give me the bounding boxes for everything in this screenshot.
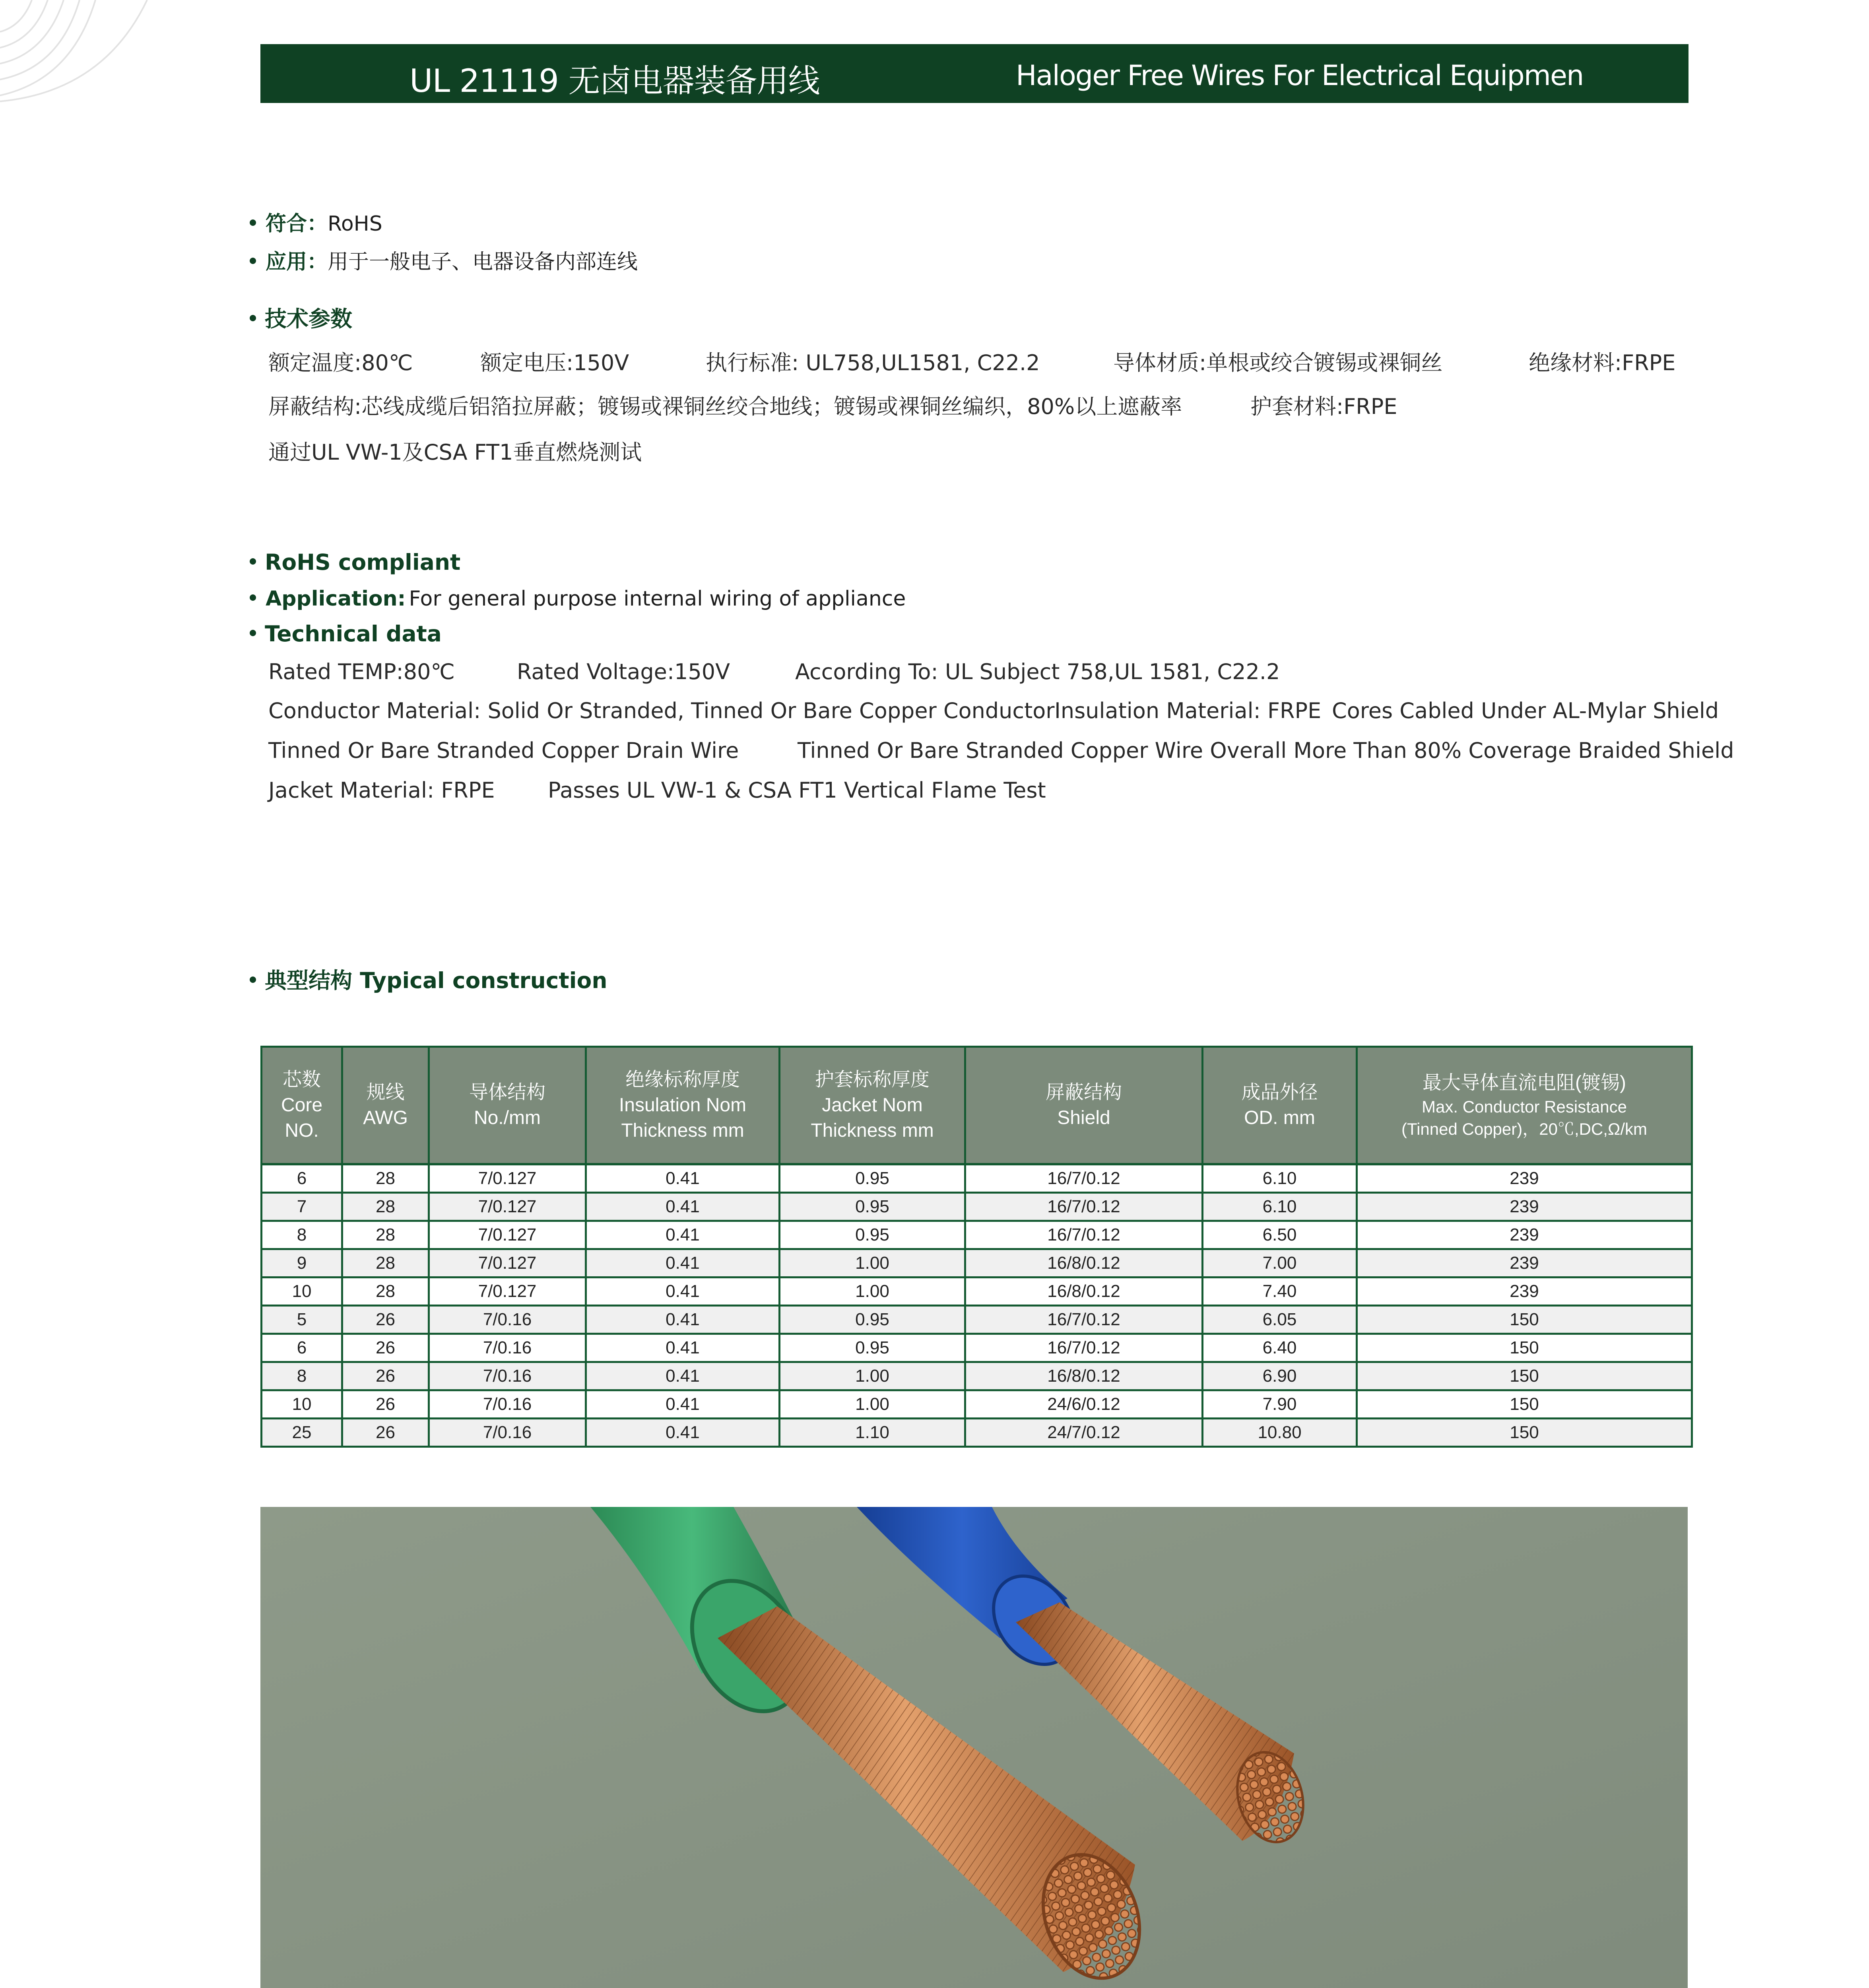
cell-awg: 26	[342, 1306, 429, 1334]
cell-jacket: 1.00	[780, 1249, 965, 1277]
cell-awg: 26	[342, 1362, 429, 1390]
cell-insulation: 0.41	[586, 1164, 780, 1193]
table-row	[262, 1419, 1692, 1447]
cell-resistance: 239	[1357, 1249, 1692, 1277]
cell-jacket: 1.00	[780, 1390, 965, 1419]
cell-jacket: 0.95	[780, 1164, 965, 1193]
col-header-awg: 规线 AWG	[342, 1047, 429, 1165]
cell-od: 6.10	[1203, 1193, 1357, 1221]
table-row	[262, 1249, 1692, 1277]
cell-resistance: 150	[1357, 1390, 1692, 1419]
cell-od: 6.05	[1203, 1306, 1357, 1334]
cn-tech-insulation: 绝缘材料:FRPE	[1529, 350, 1676, 375]
table-row	[262, 1306, 1692, 1334]
col-header-insulation: 绝缘标称厚度 Insulation Nom Thickness mm	[586, 1047, 780, 1165]
cell-insulation: 0.41	[586, 1390, 780, 1419]
cell-conductor: 7/0.127	[429, 1164, 586, 1193]
en-tech-conductor: Conductor Material: Solid Or Stranded, Tinned Or Bare Copper Conductor	[268, 698, 1055, 723]
cell-insulation: 0.41	[586, 1419, 780, 1447]
bullet-dot	[250, 630, 256, 636]
cell-core-count: 10	[262, 1277, 342, 1306]
cell-resistance: 150	[1357, 1362, 1692, 1390]
cell-insulation: 0.41	[586, 1221, 780, 1249]
cell-od: 6.10	[1203, 1164, 1357, 1193]
col-header-shield: 屏蔽结构 Shield	[965, 1047, 1203, 1165]
cell-od: 7.40	[1203, 1277, 1357, 1306]
en-tech-rated-temp: Rated TEMP:80℃	[268, 659, 455, 684]
cn-tech-heading	[250, 301, 352, 333]
col-header-od: 成品外径 OD. mm	[1203, 1047, 1357, 1165]
cell-awg: 28	[342, 1164, 429, 1193]
spec-table	[260, 1046, 1693, 1448]
bullet-dot	[250, 258, 256, 264]
cn-tech-rated-temp: 额定温度:80℃	[268, 350, 413, 375]
cell-resistance: 150	[1357, 1419, 1692, 1447]
cell-shield: 16/8/0.12	[965, 1277, 1203, 1306]
cell-insulation: 0.41	[586, 1193, 780, 1221]
cell-resistance: 239	[1357, 1164, 1692, 1193]
cell-insulation: 0.41	[586, 1334, 780, 1362]
cell-od: 6.50	[1203, 1221, 1357, 1249]
cell-conductor: 7/0.16	[429, 1419, 586, 1447]
cell-shield: 16/8/0.12	[965, 1249, 1203, 1277]
cell-shield: 16/7/0.12	[965, 1221, 1203, 1249]
table-row	[262, 1334, 1692, 1362]
table-row	[262, 1277, 1692, 1306]
title-chinese: UL 21119 无卤电器装备用线	[410, 62, 820, 99]
cell-core-count: 5	[262, 1306, 342, 1334]
en-rohs-text: RoHS compliant	[265, 549, 461, 575]
cell-od: 7.90	[1203, 1390, 1357, 1419]
cell-jacket: 0.95	[780, 1306, 965, 1334]
cell-resistance: 150	[1357, 1334, 1692, 1362]
col-header-jacket: 护套标称厚度 Jacket Nom Thickness mm	[780, 1047, 965, 1165]
bullet-dot	[250, 977, 256, 983]
corner-decoration	[0, 0, 159, 103]
cn-compliance-label: 符合	[266, 212, 307, 236]
cn-application: 应用：用于一般电子、电器设备内部连线	[250, 245, 638, 275]
cell-shield: 24/7/0.12	[965, 1419, 1203, 1447]
cn-tech-conductor: 导体材质:单根或绞合镀锡或裸铜丝	[1113, 350, 1443, 375]
cn-compliance-value: RoHS	[328, 212, 382, 236]
cell-core-count: 9	[262, 1249, 342, 1277]
cell-conductor: 7/0.127	[429, 1249, 586, 1277]
cell-jacket: 1.00	[780, 1277, 965, 1306]
cell-awg: 28	[342, 1221, 429, 1249]
cell-conductor: 7/0.127	[429, 1221, 586, 1249]
cell-od: 7.00	[1203, 1249, 1357, 1277]
cell-shield: 16/7/0.12	[965, 1164, 1203, 1193]
cell-jacket: 0.95	[780, 1193, 965, 1221]
en-tech-insulation: Insulation Material: FRPE	[1054, 698, 1322, 723]
bullet-dot	[250, 219, 256, 226]
table-row	[262, 1362, 1692, 1390]
cell-resistance: 239	[1357, 1277, 1692, 1306]
cell-shield: 16/7/0.12	[965, 1306, 1203, 1334]
cell-conductor: 7/0.16	[429, 1306, 586, 1334]
bullet-dot	[250, 558, 256, 565]
cell-jacket: 0.95	[780, 1221, 965, 1249]
cell-core-count: 7	[262, 1193, 342, 1221]
cell-awg: 26	[342, 1334, 429, 1362]
cell-insulation: 0.41	[586, 1249, 780, 1277]
cn-tech-flame-test: 通过UL VW-1及CSA FT1垂直燃烧测试	[268, 440, 642, 465]
cn-tech-jacket: 护套材料:FRPE	[1250, 394, 1397, 419]
table-row	[262, 1221, 1692, 1249]
cell-conductor: 7/0.127	[429, 1277, 586, 1306]
cn-application-label: 应用	[266, 250, 307, 274]
cell-resistance: 150	[1357, 1306, 1692, 1334]
cell-shield: 16/8/0.12	[965, 1362, 1203, 1390]
cn-tech-shield: 屏蔽结构:芯线成缆后铝箔拉屏蔽；镀锡或裸铜丝绞合地线；镀锡或裸铜丝编织，80%以上遮蔽率	[268, 394, 1182, 419]
construction-heading-text: 典型结构 Typical construction	[265, 968, 607, 993]
cell-od: 6.40	[1203, 1334, 1357, 1362]
cell-awg: 26	[342, 1390, 429, 1419]
cell-resistance: 239	[1357, 1221, 1692, 1249]
cn-compliance: 符合：RoHS	[250, 207, 382, 237]
en-rohs	[250, 549, 460, 575]
cell-awg: 28	[342, 1193, 429, 1221]
en-tech-jacket: Jacket Material: FRPE	[268, 778, 495, 803]
cell-jacket: 1.10	[780, 1419, 965, 1447]
cell-jacket: 1.00	[780, 1362, 965, 1390]
col-header-core: 芯数 Core NO.	[262, 1047, 342, 1165]
en-tech-heading	[250, 621, 442, 646]
en-tech-braided-shield: Tinned Or Bare Stranded Copper Wire Overall More Than 80% Coverage Braided Shield	[798, 738, 1734, 763]
table-row	[262, 1193, 1692, 1221]
col-header-resistance: 最大导体直流电阻(镀锡) Max. Conductor Resistance (Tinned Copper)，20℃,DC,Ω/km	[1357, 1047, 1692, 1165]
cell-core-count: 8	[262, 1221, 342, 1249]
table-header-row	[262, 1047, 1692, 1165]
cell-od: 6.90	[1203, 1362, 1357, 1390]
cell-core-count: 8	[262, 1362, 342, 1390]
cell-jacket: 0.95	[780, 1334, 965, 1362]
en-tech-drain-wire: Tinned Or Bare Stranded Copper Drain Wire	[268, 738, 739, 763]
cell-awg: 28	[342, 1277, 429, 1306]
en-application-label: Application:	[266, 587, 406, 611]
cell-insulation: 0.41	[586, 1362, 780, 1390]
en-application	[250, 587, 906, 611]
cn-tech-rated-voltage: 额定电压:150V	[480, 350, 629, 375]
cell-insulation: 0.41	[586, 1306, 780, 1334]
cell-core-count: 6	[262, 1334, 342, 1362]
cell-shield: 24/6/0.12	[965, 1390, 1203, 1419]
cell-od: 10.80	[1203, 1419, 1357, 1447]
cell-shield: 16/7/0.12	[965, 1193, 1203, 1221]
en-tech-standard: According To: UL Subject 758,UL 1581, C22.2	[795, 659, 1280, 684]
cn-tech-heading-text: 技术参数	[265, 306, 353, 332]
en-tech-flame-test: Passes UL VW-1 & CSA FT1 Vertical Flame Test	[548, 778, 1046, 803]
cell-conductor: 7/0.127	[429, 1193, 586, 1221]
cn-tech-standard: 执行标准: UL758,UL1581, C22.2	[706, 350, 1040, 375]
table-row	[262, 1390, 1692, 1419]
wire-photo	[260, 1507, 1688, 1988]
bullet-dot	[250, 315, 256, 321]
en-tech-heading-text: Technical data	[265, 621, 442, 646]
cell-insulation: 0.41	[586, 1277, 780, 1306]
en-application-value: For general purpose internal wiring of appliance	[409, 587, 906, 611]
cell-resistance: 239	[1357, 1193, 1692, 1221]
col-header-conductor: 导体结构 No./mm	[429, 1047, 586, 1165]
cell-conductor: 7/0.16	[429, 1362, 586, 1390]
cell-conductor: 7/0.16	[429, 1334, 586, 1362]
bullet-dot	[250, 594, 256, 601]
construction-heading	[250, 963, 607, 994]
cell-core-count: 6	[262, 1164, 342, 1193]
cell-core-count: 10	[262, 1390, 342, 1419]
cell-conductor: 7/0.16	[429, 1390, 586, 1419]
en-tech-mylar-shield: Cores Cabled Under AL-Mylar Shield	[1332, 698, 1719, 723]
title-english: Haloger Free Wires For Electrical Equipmen	[1016, 59, 1584, 92]
table-row	[262, 1164, 1692, 1193]
cell-core-count: 25	[262, 1419, 342, 1447]
cell-awg: 26	[342, 1419, 429, 1447]
cn-application-value: 用于一般电子、电器设备内部连线	[328, 250, 638, 274]
en-tech-rated-voltage: Rated Voltage:150V	[517, 659, 730, 684]
title-bar	[260, 44, 1689, 103]
cell-awg: 28	[342, 1249, 429, 1277]
cell-shield: 16/7/0.12	[965, 1334, 1203, 1362]
